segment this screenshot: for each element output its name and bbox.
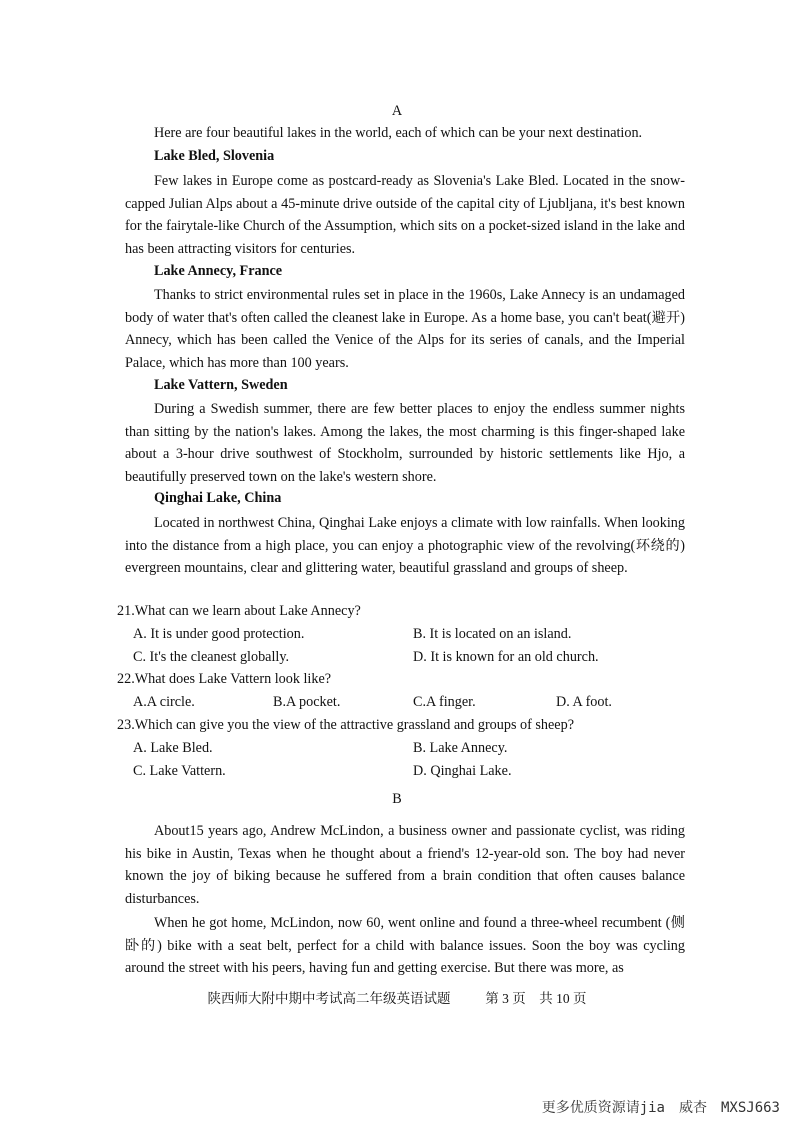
page-footer [0, 987, 794, 1007]
lake-vattern-heading: Lake Vattern, Sweden [154, 377, 288, 393]
question-21-option-d[interactable]: D. It is known for an old church. [413, 649, 599, 665]
question-22-option-b[interactable]: B.A pocket. [273, 694, 341, 710]
question-22-option-d[interactable]: D. A foot. [556, 694, 612, 710]
section-a-intro: Here are four beautiful lakes in the world, each of which can be your next destination. [154, 125, 643, 141]
footer-exam-title: 陕西师大附中期中考试高二年级英语试题 [207, 991, 451, 1006]
question-22-stem: 22.What does Lake Vattern look like? [117, 671, 332, 687]
section-b-label: B [392, 791, 402, 807]
question-23-option-b[interactable]: B. Lake Annecy. [413, 740, 508, 756]
question-21-stem: 21.What can we learn about Lake Annecy? [117, 603, 361, 619]
section-a-label: A [391, 103, 403, 119]
lake-bled-paragraph: Few lakes in Europe come as postcard-ready as Slovenia's Lake Bled. Located in the snow-capped Julian Alps about a 45-minute drive outside of the capital city of Ljubljana, it's best known for the fairytale-like Church of the Assumption, which sits on a pocket-sized island in the lake and has been attracting visitors for centuries. [125, 173, 685, 258]
lake-annecy-heading: Lake Annecy, France [154, 263, 283, 279]
question-21-option-a[interactable]: A. It is under good protection. [133, 626, 305, 642]
question-23-option-d[interactable]: D. Qinghai Lake. [413, 763, 512, 779]
question-21-option-c[interactable]: C. It's the cleanest globally. [133, 649, 290, 665]
question-23-option-a[interactable]: A. Lake Bled. [133, 740, 213, 756]
section-b-paragraph-2: When he got home, McLindon, now 60, went online and found a three-wheel recumbent (侧卧的) bike with a seat belt, perfect for a child with balance issues. Soon the boy was cycling around the street with his peers, having fun and getting exercise. But there was more, as [125, 915, 685, 977]
lake-vattern-paragraph: During a Swedish summer, there are few better places to enjoy the endless summer nights than sitting by the nation's lakes. Among the lakes, the most charming is this finger-shaped lake about a 3-hour drive southwest of Stockholm, surrounded by historic settlements like Hjo, a beautifully preserved town on the lake's western shore. [125, 401, 685, 486]
section-b-paragraph-1: About15 years ago, Andrew McLindon, a business owner and passionate cyclist, was riding his bike in Austin, Texas when he thought about a friend's 12-year-old son. The boy had never known the joy of biking because he suffered from a brain condition that often causes balance disturbances. [125, 823, 685, 908]
question-23-stem: 23.Which can give you the view of the attractive grassland and groups of sheep? [117, 717, 574, 733]
lake-bled-heading: Lake Bled, Slovenia [154, 148, 275, 164]
footer-page-number: 第 3 页 共 10 页 [485, 991, 587, 1006]
qinghai-lake-paragraph: Located in northwest China, Qinghai Lake enjoys a climate with low rainfalls. When looking into the distance from a high place, you can enjoy a photographic view of the revolving(环绕的) evergreen mountains, clear and glittering water, beautiful grassland and groups of sheep. [125, 515, 685, 577]
lake-annecy-paragraph: Thanks to strict environmental rules set in place in the 1960s, Lake Annecy is an undamaged body of water that's often called the cleanest lake in Europe. As a home base, you can't beat(避开) Annecy, which has been called the Venice of the Alps for its series of canals, and the Imperial Palace, which has more than 100 years. [125, 287, 685, 372]
question-22-option-a[interactable]: A.A circle. [133, 694, 195, 710]
qinghai-lake-heading: Qinghai Lake, China [154, 490, 282, 506]
question-22-option-c[interactable]: C.A finger. [413, 694, 476, 710]
question-23-option-c[interactable]: C. Lake Vattern. [133, 763, 226, 779]
side-note: 更多优质资源请jia 威杏 MXSJ663 [541, 1100, 780, 1116]
question-21-option-b[interactable]: B. It is located on an island. [413, 626, 572, 642]
